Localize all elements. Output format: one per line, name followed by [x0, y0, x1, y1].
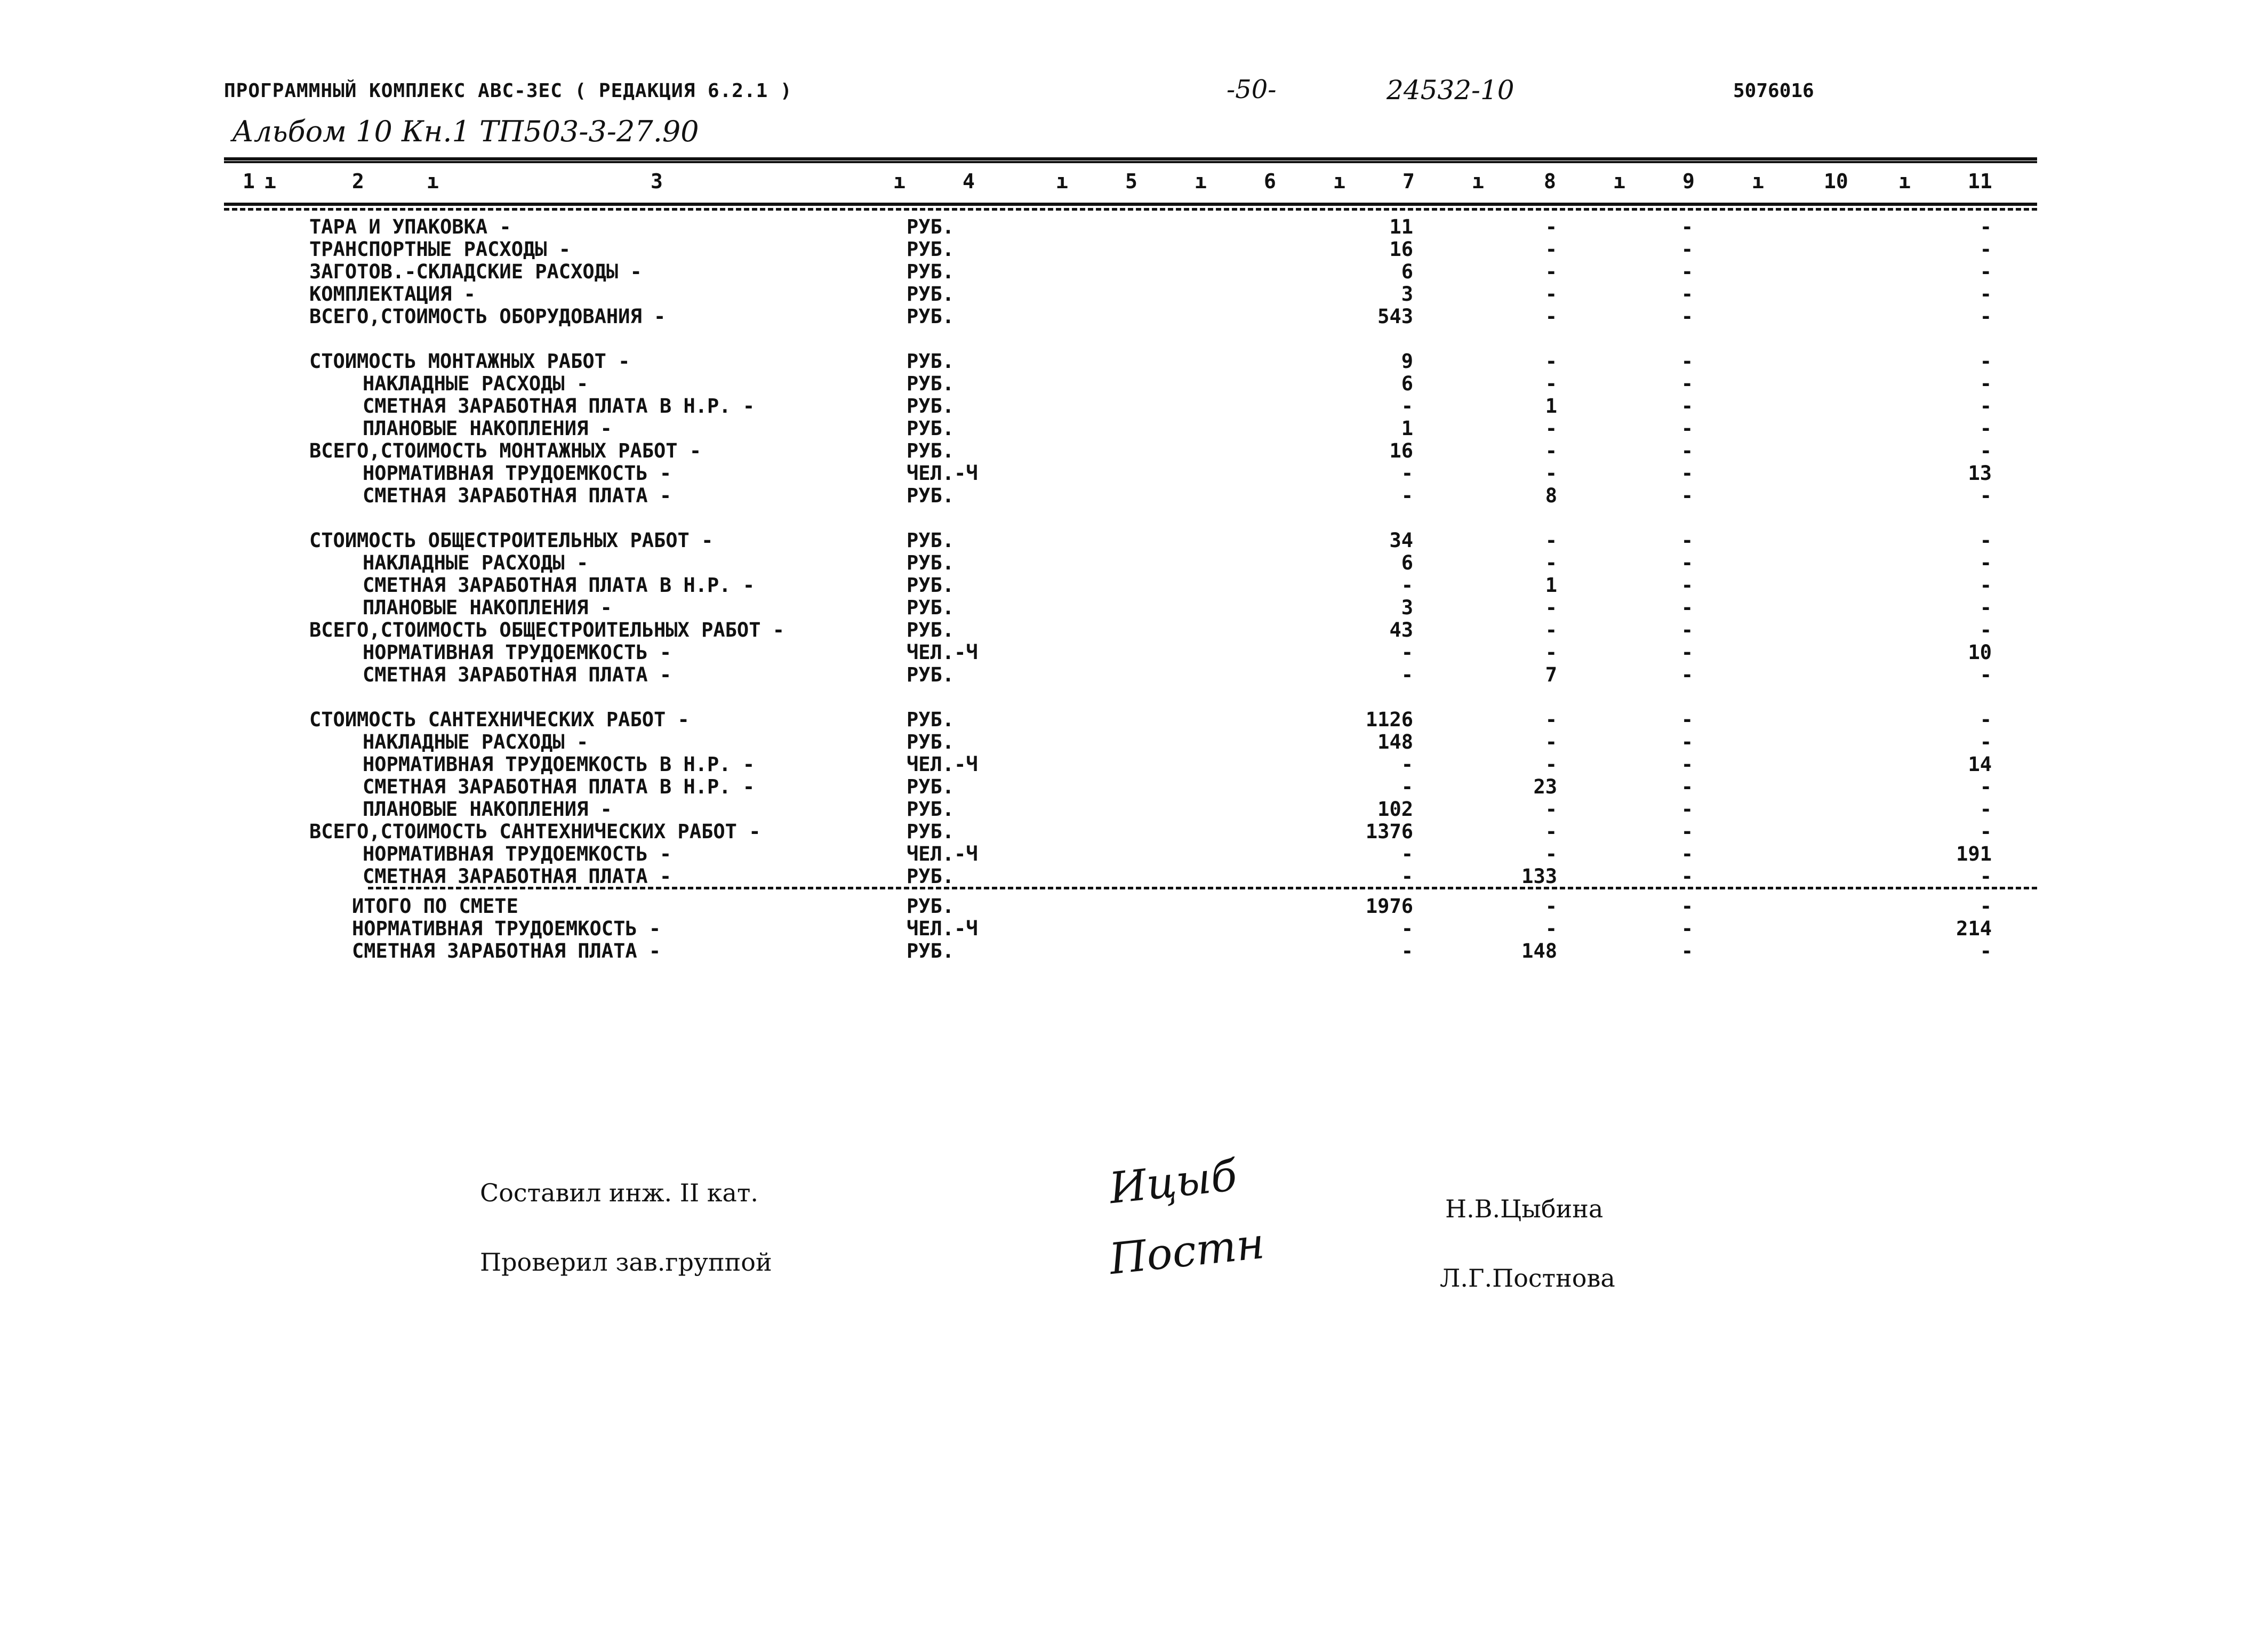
row-col7-value: -: [1401, 775, 1413, 798]
row-col9-value: -: [1681, 596, 1693, 619]
row-name: НОРМАТИВНАЯ ТРУДОЕМКОСТЬ -: [363, 462, 672, 485]
row-col8-value: 148: [1521, 940, 1557, 962]
row-unit: РУБ.: [907, 708, 955, 731]
row-col7-value: 1976: [1365, 895, 1413, 918]
row-col7-value: 16: [1389, 238, 1413, 261]
row-col9-value: -: [1681, 484, 1693, 507]
row-unit: РУБ.: [907, 663, 955, 686]
row-col9-value: -: [1681, 753, 1693, 776]
checker-signature: Постн: [1107, 1218, 1267, 1284]
program-title: ПРОГРАММНЫЙ КОМПЛЕКС АВС-3ЕС ( РЕДАКЦИЯ 6.2.1 ): [224, 80, 792, 102]
row-col8-value: -: [1545, 215, 1557, 238]
row-name: СТОИМОСТЬ МОНТАЖНЫХ РАБОТ -: [309, 350, 630, 373]
row-col9-value: -: [1681, 215, 1693, 238]
row-name: НАКЛАДНЫЕ РАСХОДЫ -: [363, 551, 589, 574]
totals-rule: [368, 887, 2037, 889]
row-col11-value: -: [1980, 551, 1992, 574]
row-col11-value: -: [1980, 215, 1992, 238]
row-col11-value: -: [1980, 305, 1992, 328]
row-col11-value: -: [1980, 820, 1992, 843]
column-header: 2: [352, 170, 364, 193]
row-col8-value: -: [1545, 260, 1557, 283]
row-name: СМЕТНАЯ ЗАРАБОТНАЯ ПЛАТА -: [363, 663, 672, 686]
compiler-name: Н.В.Цыбина: [1445, 1194, 1604, 1223]
row-name: ПЛАНОВЫЕ НАКОПЛЕНИЯ -: [363, 798, 612, 821]
row-col7-value: 3: [1401, 283, 1413, 306]
row-name: КОМПЛЕКТАЦИЯ -: [309, 283, 476, 306]
row-unit: РУБ.: [907, 798, 955, 821]
column-separator: ı: [1056, 170, 1068, 193]
row-col8-value: -: [1545, 708, 1557, 731]
row-col9-value: -: [1681, 708, 1693, 731]
row-name: НОРМАТИВНАЯ ТРУДОЕМКОСТЬ -: [352, 917, 661, 940]
row-unit: РУБ.: [907, 283, 955, 306]
page-number: -50-: [1227, 75, 1277, 105]
row-unit: РУБ.: [907, 895, 955, 918]
row-col11-value: -: [1980, 574, 1992, 597]
row-col11-value: 214: [1956, 917, 1992, 940]
row-col8-value: 8: [1545, 484, 1557, 507]
row-col8-value: 133: [1521, 865, 1557, 888]
row-col11-value: -: [1980, 484, 1992, 507]
row-col7-value: -: [1401, 753, 1413, 776]
row-col7-value: -: [1401, 395, 1413, 418]
row-unit: РУБ.: [907, 395, 955, 418]
row-col11-value: -: [1980, 865, 1992, 888]
row-col7-value: 3: [1401, 596, 1413, 619]
row-col7-value: -: [1401, 663, 1413, 686]
row-col9-value: -: [1681, 731, 1693, 753]
compiled-by-label: Составил инж. II кат.: [480, 1178, 759, 1207]
row-col11-value: -: [1980, 350, 1992, 373]
row-col9-value: -: [1681, 462, 1693, 485]
row-col9-value: -: [1681, 940, 1693, 962]
row-unit: РУБ.: [907, 484, 955, 507]
row-col7-value: 6: [1401, 372, 1413, 395]
row-col7-value: -: [1401, 865, 1413, 888]
row-name: СМЕТНАЯ ЗАРАБОТНАЯ ПЛАТА В Н.Р. -: [363, 775, 755, 798]
row-col9-value: -: [1681, 917, 1693, 940]
row-col7-value: 102: [1377, 798, 1413, 821]
row-name: НОРМАТИВНАЯ ТРУДОЕМКОСТЬ В Н.Р. -: [363, 753, 755, 776]
row-col9-value: -: [1681, 842, 1693, 865]
row-col9-value: -: [1681, 551, 1693, 574]
row-unit: РУБ.: [907, 529, 955, 552]
row-col7-value: 34: [1389, 529, 1413, 552]
column-header: 3: [651, 170, 663, 193]
compiler-signature: Ицыб: [1107, 1150, 1239, 1214]
row-col11-value: 14: [1968, 753, 1992, 776]
row-col9-value: -: [1681, 260, 1693, 283]
row-col11-value: -: [1980, 775, 1992, 798]
row-col8-value: -: [1545, 529, 1557, 552]
row-name: ИТОГО ПО СМЕТЕ: [352, 895, 518, 918]
row-name: СТОИМОСТЬ ОБЩЕСТРОИТЕЛЬНЫХ РАБОТ -: [309, 529, 714, 552]
row-unit: РУБ.: [907, 596, 955, 619]
row-col8-value: -: [1545, 551, 1557, 574]
row-col9-value: -: [1681, 372, 1693, 395]
row-col8-value: -: [1545, 439, 1557, 462]
row-col9-value: -: [1681, 663, 1693, 686]
row-col8-value: -: [1545, 305, 1557, 328]
row-col7-value: 6: [1401, 260, 1413, 283]
row-name: ЗАГОТОВ.-СКЛАДСКИЕ РАСХОДЫ -: [309, 260, 642, 283]
row-name: НОРМАТИВНАЯ ТРУДОЕМКОСТЬ -: [363, 842, 672, 865]
row-unit: ЧЕЛ.-Ч: [907, 842, 978, 865]
row-col11-value: -: [1980, 417, 1992, 440]
row-unit: РУБ.: [907, 551, 955, 574]
row-col8-value: -: [1545, 917, 1557, 940]
row-col8-value: -: [1545, 895, 1557, 918]
row-col9-value: -: [1681, 798, 1693, 821]
row-col8-value: -: [1545, 462, 1557, 485]
row-col11-value: -: [1980, 439, 1992, 462]
row-col9-value: -: [1681, 641, 1693, 664]
row-col11-value: -: [1980, 798, 1992, 821]
column-header: 4: [963, 170, 975, 193]
row-col7-value: 16: [1389, 439, 1413, 462]
row-col7-value: -: [1401, 484, 1413, 507]
row-col8-value: -: [1545, 350, 1557, 373]
row-col8-value: -: [1545, 820, 1557, 843]
row-col11-value: -: [1980, 283, 1992, 306]
row-col9-value: -: [1681, 417, 1693, 440]
row-col11-value: -: [1980, 372, 1992, 395]
row-col7-value: -: [1401, 842, 1413, 865]
row-name: ВСЕГО,СТОИМОСТЬ ОБОРУДОВАНИЯ -: [309, 305, 666, 328]
row-col8-value: 23: [1533, 775, 1557, 798]
row-col8-value: -: [1545, 596, 1557, 619]
row-col9-value: -: [1681, 820, 1693, 843]
column-separator: ı: [1752, 170, 1764, 193]
row-col7-value: -: [1401, 917, 1413, 940]
document-number: 24532-10: [1387, 75, 1514, 106]
header-bottom-dashed-rule: [224, 208, 2037, 211]
row-col8-value: 1: [1545, 395, 1557, 418]
row-col9-value: -: [1681, 895, 1693, 918]
row-col9-value: -: [1681, 305, 1693, 328]
row-col9-value: -: [1681, 395, 1693, 418]
row-col8-value: 7: [1545, 663, 1557, 686]
row-name: НАКЛАДНЫЕ РАСХОДЫ -: [363, 731, 589, 753]
row-unit: РУБ.: [907, 574, 955, 597]
row-col11-value: -: [1980, 895, 1992, 918]
row-unit: РУБ.: [907, 350, 955, 373]
row-col8-value: -: [1545, 372, 1557, 395]
column-separator: ı: [1333, 170, 1345, 193]
row-col8-value: -: [1545, 238, 1557, 261]
row-col7-value: 148: [1377, 731, 1413, 753]
row-col9-value: -: [1681, 238, 1693, 261]
column-header: 5: [1125, 170, 1137, 193]
column-separator: ı: [1472, 170, 1484, 193]
row-col7-value: 11: [1389, 215, 1413, 238]
row-col7-value: 543: [1377, 305, 1413, 328]
row-col11-value: -: [1980, 663, 1992, 686]
column-header: 11: [1968, 170, 1992, 193]
row-unit: РУБ.: [907, 731, 955, 753]
album-reference: Альбом 10 Кн.1 ТП503-3-27.90: [232, 115, 699, 148]
row-name: СМЕТНАЯ ЗАРАБОТНАЯ ПЛАТА -: [363, 865, 672, 888]
column-header: 10: [1824, 170, 1848, 193]
row-col7-value: -: [1401, 641, 1413, 664]
row-col11-value: -: [1980, 395, 1992, 418]
row-name: ПЛАНОВЫЕ НАКОПЛЕНИЯ -: [363, 596, 612, 619]
row-col9-value: -: [1681, 283, 1693, 306]
column-separator: ı: [1195, 170, 1207, 193]
row-unit: РУБ.: [907, 820, 955, 843]
row-unit: РУБ.: [907, 775, 955, 798]
row-col8-value: -: [1545, 753, 1557, 776]
row-unit: РУБ.: [907, 372, 955, 395]
column-header: 6: [1264, 170, 1276, 193]
checked-by-label: Проверил зав.группой: [480, 1248, 772, 1277]
row-unit: ЧЕЛ.-Ч: [907, 641, 978, 664]
column-header: 8: [1544, 170, 1556, 193]
row-col11-value: -: [1980, 596, 1992, 619]
row-col8-value: -: [1545, 283, 1557, 306]
column-separator: ı: [893, 170, 905, 193]
row-col8-value: -: [1545, 731, 1557, 753]
column-header: 7: [1403, 170, 1415, 193]
row-col7-value: 9: [1401, 350, 1413, 373]
document-code: 5076016: [1733, 80, 1814, 102]
row-col11-value: 13: [1968, 462, 1992, 485]
column-separator: ı: [1613, 170, 1625, 193]
row-col9-value: -: [1681, 574, 1693, 597]
row-col8-value: 1: [1545, 574, 1557, 597]
row-col8-value: -: [1545, 619, 1557, 641]
row-name: СМЕТНАЯ ЗАРАБОТНАЯ ПЛАТА -: [363, 484, 672, 507]
row-col8-value: -: [1545, 798, 1557, 821]
row-col11-value: -: [1980, 529, 1992, 552]
row-col8-value: -: [1545, 842, 1557, 865]
row-col9-value: -: [1681, 350, 1693, 373]
row-name: НАКЛАДНЫЕ РАСХОДЫ -: [363, 372, 589, 395]
column-separator: ı: [264, 170, 276, 193]
row-col9-value: -: [1681, 619, 1693, 641]
column-header-row: [224, 170, 2037, 196]
row-name: СТОИМОСТЬ САНТЕХНИЧЕСКИХ РАБОТ -: [309, 708, 690, 731]
row-unit: ЧЕЛ.-Ч: [907, 462, 978, 485]
row-col9-value: -: [1681, 775, 1693, 798]
row-unit: ЧЕЛ.-Ч: [907, 753, 978, 776]
row-col11-value: -: [1980, 238, 1992, 261]
row-col7-value: 1: [1401, 417, 1413, 440]
row-name: СМЕТНАЯ ЗАРАБОТНАЯ ПЛАТА В Н.Р. -: [363, 395, 755, 418]
row-unit: РУБ.: [907, 619, 955, 641]
row-unit: РУБ.: [907, 417, 955, 440]
row-name: СМЕТНАЯ ЗАРАБОТНАЯ ПЛАТА В Н.Р. -: [363, 574, 755, 597]
row-unit: РУБ.: [907, 238, 955, 261]
row-col11-value: -: [1980, 940, 1992, 962]
row-col7-value: 1126: [1365, 708, 1413, 731]
row-unit: РУБ.: [907, 865, 955, 888]
row-col8-value: -: [1545, 641, 1557, 664]
row-name: ВСЕГО,СТОИМОСТЬ ОБЩЕСТРОИТЕЛЬНЫХ РАБОТ -: [309, 619, 785, 641]
row-name: ВСЕГО,СТОИМОСТЬ САНТЕХНИЧЕСКИХ РАБОТ -: [309, 820, 761, 843]
row-col11-value: 10: [1968, 641, 1992, 664]
column-separator: ı: [427, 170, 439, 193]
row-col11-value: 191: [1956, 842, 1992, 865]
row-name: ТАРА И УПАКОВКА -: [309, 215, 511, 238]
row-name: ВСЕГО,СТОИМОСТЬ МОНТАЖНЫХ РАБОТ -: [309, 439, 702, 462]
row-name: ПЛАНОВЫЕ НАКОПЛЕНИЯ -: [363, 417, 612, 440]
row-unit: РУБ.: [907, 305, 955, 328]
row-col7-value: 6: [1401, 551, 1413, 574]
row-col9-value: -: [1681, 439, 1693, 462]
row-col9-value: -: [1681, 529, 1693, 552]
column-header: 1: [243, 170, 255, 193]
row-unit: РУБ.: [907, 260, 955, 283]
row-col11-value: -: [1980, 260, 1992, 283]
row-col11-value: -: [1980, 708, 1992, 731]
top-rule-second: [224, 161, 2037, 163]
column-header: 9: [1682, 170, 1695, 193]
row-name: СМЕТНАЯ ЗАРАБОТНАЯ ПЛАТА -: [352, 940, 661, 962]
row-col8-value: -: [1545, 417, 1557, 440]
checker-name: Л.Г.Постнова: [1440, 1264, 1615, 1293]
top-rule: [224, 157, 2037, 161]
row-unit: ЧЕЛ.-Ч: [907, 917, 978, 940]
row-col7-value: -: [1401, 940, 1413, 962]
row-name: НОРМАТИВНАЯ ТРУДОЕМКОСТЬ -: [363, 641, 672, 664]
row-unit: РУБ.: [907, 439, 955, 462]
row-col7-value: -: [1401, 462, 1413, 485]
header-bottom-rule: [224, 203, 2037, 206]
row-name: ТРАНСПОРТНЫЕ РАСХОДЫ -: [309, 238, 571, 261]
column-separator: ı: [1898, 170, 1911, 193]
row-unit: РУБ.: [907, 940, 955, 962]
row-col7-value: 43: [1389, 619, 1413, 641]
row-unit: РУБ.: [907, 215, 955, 238]
row-col9-value: -: [1681, 865, 1693, 888]
row-col11-value: -: [1980, 731, 1992, 753]
row-col7-value: -: [1401, 574, 1413, 597]
row-col7-value: 1376: [1365, 820, 1413, 843]
row-col11-value: -: [1980, 619, 1992, 641]
